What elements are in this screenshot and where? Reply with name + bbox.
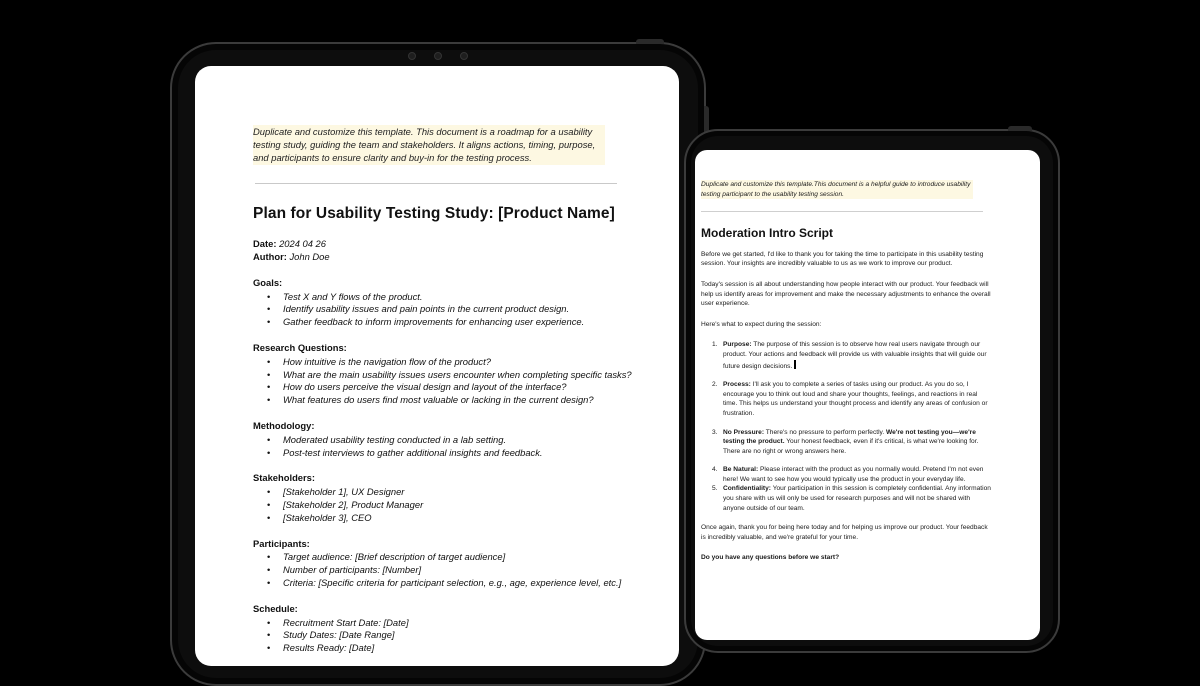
list-item: • Identify usability issues and pain points in the current product design.: [253, 303, 633, 316]
paragraph: Before we get started, I'd like to thank you for taking the time to participate in this usability testing session. Your insights are incredibly valuable to us as we work to improve our product.: [701, 250, 984, 268]
step-text: Your participation in this session is completely confidential. Any information you share with us will only be used for research purposes and will not be shared with anyone outside of our team.: [723, 485, 991, 512]
step-text: There's no pressure to perform perfectly.: [765, 428, 885, 436]
list-number: 1.: [712, 341, 718, 349]
tablet-screen-left: [195, 66, 679, 666]
step-text: The purpose of this session is to observe how real users navigate through our product. Your actions and feedback will provide us with valuable insights that will guide our future design decisions.: [723, 341, 987, 370]
bullet-list: [253, 617, 633, 655]
list-item: • Test X and Y flows of the product.: [253, 291, 633, 304]
list-number: 5.: [712, 485, 718, 493]
section-heading: Schedule:: [253, 602, 298, 614]
step-text-after: Your honest feedback, even if it's critical, is what we're looking for. There are no right or wrong answers here.: [723, 438, 979, 455]
bullet-list: [253, 551, 633, 589]
step-emphasis: We're not testing you—we're testing the product.: [723, 428, 976, 446]
template-intro-note: Duplicate and customize this template.This document is a helpful guide to introduce usability testing participant to the usability testing session.: [701, 180, 973, 199]
list-item: • Gather feedback to inform improvements for enhancing user experience.: [253, 316, 633, 329]
list-item: • Target audience: [Brief description of target audience]: [253, 551, 633, 564]
divider: [701, 211, 983, 212]
list-item: • Recruitment Start Date: [Date]: [253, 617, 633, 630]
paragraph: Once again, thank you for being here today and for helping us improve our product. Your feedback is incredibly valuable, and we're grateful for your time.: [701, 524, 988, 541]
list-item: • How intuitive is the navigation flow of the product?: [253, 356, 633, 369]
list-item: • Study Dates: [Date Range]: [253, 629, 633, 642]
bullet-list: [253, 486, 633, 524]
author-value: John Doe: [289, 250, 330, 262]
list-item: • [Stakeholder 1], UX Designer: [253, 486, 633, 499]
list-item: [701, 428, 991, 457]
moderation-script-document[interactable]: [701, 180, 991, 574]
section-heading: Methodology:: [253, 419, 315, 431]
list-item: • Moderated usability testing conducted in a lab setting.: [253, 434, 633, 447]
list-item: • Criteria: [Specific criteria for participant selection, e.g., age, experience level, etc.]: [253, 577, 633, 590]
step-text: Please interact with the product as you normally would. Pretend I'm not even here! We want to see how you would typically use the product in your everyday life.: [723, 466, 984, 483]
step-label: Purpose:: [723, 341, 752, 349]
list-item: [701, 380, 991, 418]
tablet-right: [684, 129, 1060, 653]
section-research-questions: [253, 342, 633, 407]
tablet-power-button: [1008, 126, 1032, 131]
date-label: Date:: [253, 238, 277, 250]
list-item: • Results Ready: [Date]: [253, 642, 633, 655]
step-label: Confidentiality:: [723, 485, 771, 493]
step-label: Be Natural:: [723, 466, 759, 474]
step-text: I'll ask you to complete a series of tasks using our product. As you do so, I encourage you to think out loud and share your thoughts, feelings, and reactions in real time. This helps us understand your thought process and identify any areas of confusion or frustration.: [723, 381, 988, 417]
section-heading: Goals:: [253, 276, 283, 288]
tablet-screen-right: [695, 150, 1040, 640]
camera-dot: [460, 52, 468, 60]
camera-dot: [434, 52, 442, 60]
bullet-list: [253, 434, 633, 460]
bullet-list: [253, 356, 633, 407]
list-number: 2.: [712, 381, 718, 389]
author-line: [253, 251, 633, 264]
section-participants: [253, 538, 633, 590]
numbered-list: [701, 340, 991, 513]
camera-dot: [408, 52, 416, 60]
paragraph: Today's session is all about understanding how people interact with our product. Your feedback will help us identify areas for improvement and make the necessary adjustments to enhance the overall user experience.: [701, 280, 991, 308]
list-number: 3.: [712, 428, 718, 436]
step-label: No Pressure:: [723, 428, 765, 436]
list-item: • [Stakeholder 2], Product Manager: [253, 499, 633, 512]
list-item: • What features do users find most valuable or lacking in the current design?: [253, 394, 633, 407]
list-item: • What are the main usability issues users encounter when completing specific tasks?: [253, 369, 633, 382]
list-item: • [Stakeholder 3], CEO: [253, 512, 633, 525]
usability-plan-document[interactable]: [253, 125, 633, 655]
list-item: • Number of participants: [Number]: [253, 564, 633, 577]
text-cursor: [794, 360, 796, 369]
author-label: Author:: [253, 250, 287, 262]
section-stakeholders: [253, 472, 633, 524]
list-item: • Post-test interviews to gather additional insights and feedback.: [253, 447, 633, 460]
step-label: Process:: [723, 381, 751, 389]
list-item: [701, 340, 991, 371]
camera-array: [408, 52, 468, 60]
tablet-power-button: [636, 39, 664, 44]
list-item: [701, 465, 991, 484]
closing-question: [701, 553, 991, 563]
list-item: [701, 484, 991, 513]
section-heading: Research Questions:: [253, 341, 347, 353]
template-intro-note: Duplicate and customize this template. This document is a roadmap for a usability testing study, guiding the team and stakeholders. It aligns actions, timing, purpose, and participants to ensure clarity and buy-in for the testing process.: [253, 125, 605, 165]
section-goals: [253, 277, 633, 329]
section-heading: Stakeholders:: [253, 472, 315, 484]
list-item: • How do users perceive the visual design and layout of the interface?: [253, 381, 633, 394]
section-heading: Participants:: [253, 537, 310, 549]
paragraph: Here's what to expect during the session:: [701, 320, 822, 328]
list-number: 4.: [712, 466, 718, 474]
date-value: 2024 04 26: [279, 238, 326, 250]
tablet-left: [170, 42, 706, 686]
section-schedule: [253, 603, 633, 655]
date-line: [253, 238, 633, 251]
bullet-list: [253, 291, 633, 329]
document-title: Moderation Intro Script: [701, 226, 833, 241]
section-methodology: [253, 420, 633, 459]
document-title: Plan for Usability Testing Study: [Product Name]: [253, 205, 615, 223]
question-text: Do you have any questions before we start?: [701, 554, 840, 562]
divider: [255, 183, 617, 184]
